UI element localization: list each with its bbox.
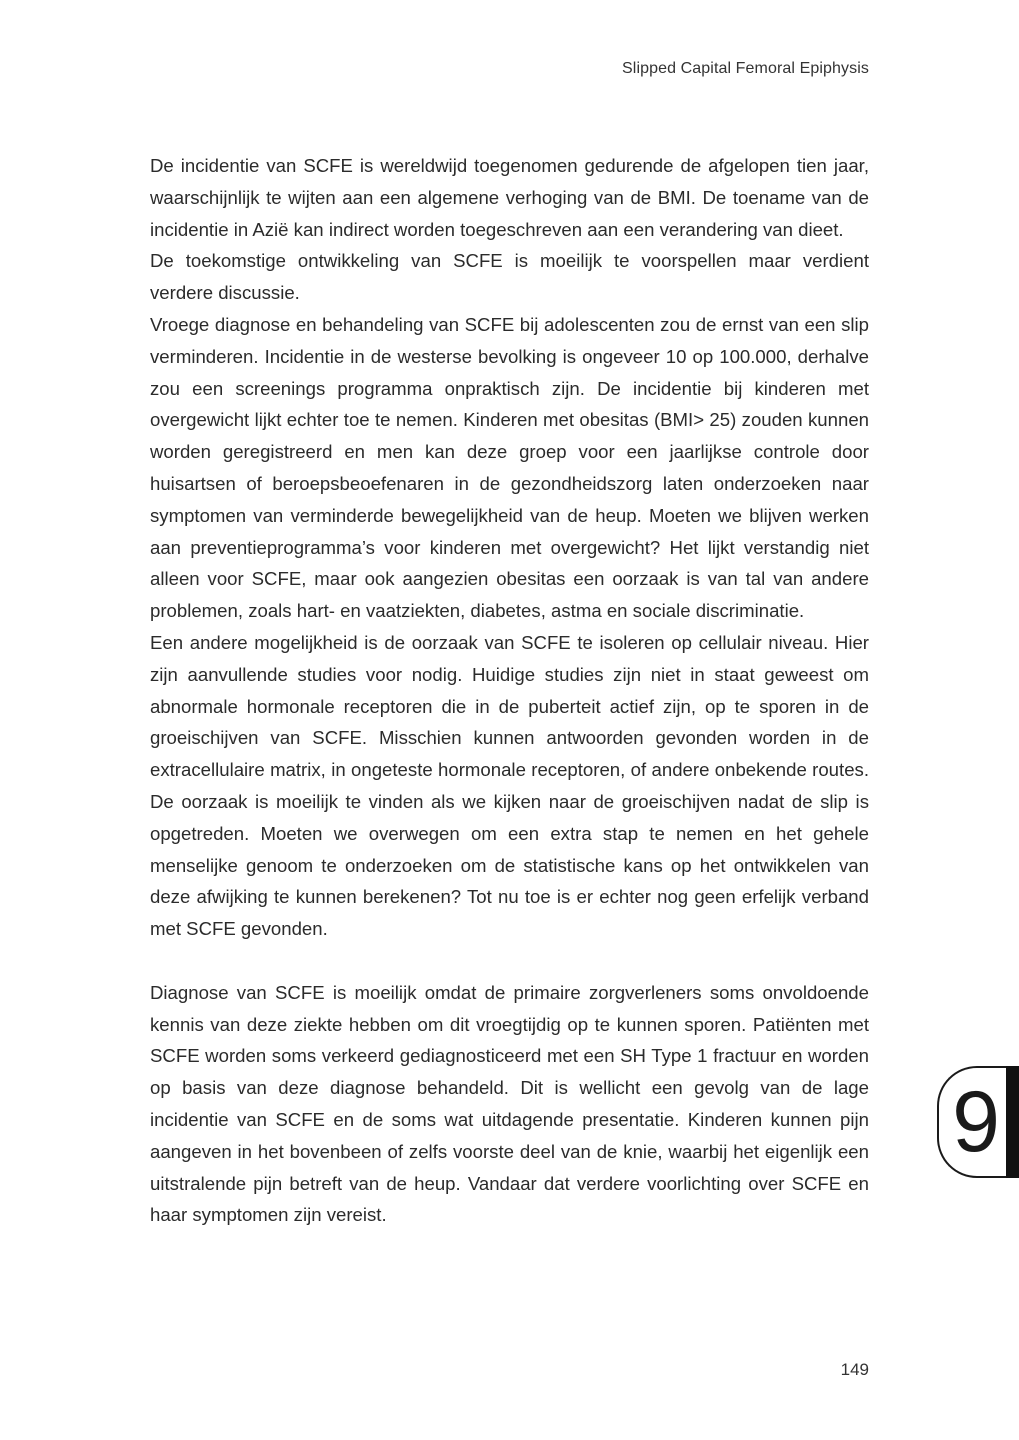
chapter-tab [937,1066,1019,1178]
chapter-tab-bar [1006,1066,1019,1178]
running-header-title: Slipped Capital Femoral Epiphysis [622,60,869,77]
paragraph-diagnosis-difficulty: Diagnose van SCFE is moeilijk omdat de primaire zorgverleners soms onvoldoende kennis van deze ziekte hebben om dit vroegtijdig op te kunnen sporen. Patiënten met SCFE worden soms verkeerd gediagnosticeerd met een SH Type 1 fractuur en worden op basis van deze diagnose behandeld. Dit is wellicht een gevolg van de lage incidentie van SCFE en de soms wat uitdagende presentatie. Kinderen kunnen pijn aangeven in het bovenbeen of zelfs voorste deel van de knie, waarbij het eigenlijk een uitstralende pijn betreft van de heup. Vandaar dat verdere voorlichting over SCFE en haar symptomen zijn vereist. [150,981,869,1226]
chapter-number: 9 [952,1074,1000,1170]
paragraph-cellular-cause: Een andere mogelijkheid is de oorzaak van SCFE te isoleren op cellulair niveau. Hier zijn aanvullende studies voor nodig. Huidige studies zijn niet in staat geweest om abnormale hormonale receptoren die in de puberteit actief zijn, op te sporen in de groeischijven van SCFE. Misschien kunnen antwoorden gevonden worden in de extracellulaire matrix, in ongeteste hormonale receptoren, of andere onbekende routes. De oorzaak is moeilijk te vinden als we kijken naar de groeischijven nadat de slip is opgetreden. Moeten we overwegen om een extra stap te nemen en het gehele menselijke genoom te onderzoeken om de statistische kans op het ontwikkelen van deze afwijking te kunnen berekenen? Tot nu toe is er echter nog geen erfelijk verband met SCFE gevonden. [150,631,869,940]
paragraph-incidence: De incidentie van SCFE is wereldwijd toegenomen gedurende de afgelopen tien jaar, waarschijnlijk te wijten aan een algemene verhoging van de BMI. De toename van de incidentie in Azië kan indirect worden toegeschreven aan een verandering van dieet. [150,155,869,240]
body-text [150,150,869,1231]
paragraph-future-development: De toekomstige ontwikkeling van SCFE is moeilijk te voorspellen maar verdient verdere discussie. [150,250,869,304]
paragraph-early-diagnosis: Vroege diagnose en behandeling van SCFE bij adolescenten zou de ernst van een slip verminderen. Incidentie in de westerse bevolking is ongeveer 10 op 100.000, derhalve zou een screenings programma onpraktisch zijn. De incidentie bij kinderen met overgewicht lijkt echter toe te nemen. Kinderen met obesitas (BMI> 25) zouden kunnen worden geregistreerd en men kan deze groep voor een jaarlijkse controle door huisartsen of beroepsbeoefenaren in de gezondheidszorg laten onderzoeken naar symptomen van verminderde bewegelijkheid van de heup. Moeten we blijven werken aan preventieprogramma’s voor kinderen met overgewicht? Het lijkt verstandig niet alleen voor SCFE, maar ook aangezien obesitas een oorzaak is van tal van andere problemen, zoals hart- en vaatziekten, diabetes, astma en sociale discriminatie. [150,313,869,622]
page-number: 149 [840,1360,869,1379]
